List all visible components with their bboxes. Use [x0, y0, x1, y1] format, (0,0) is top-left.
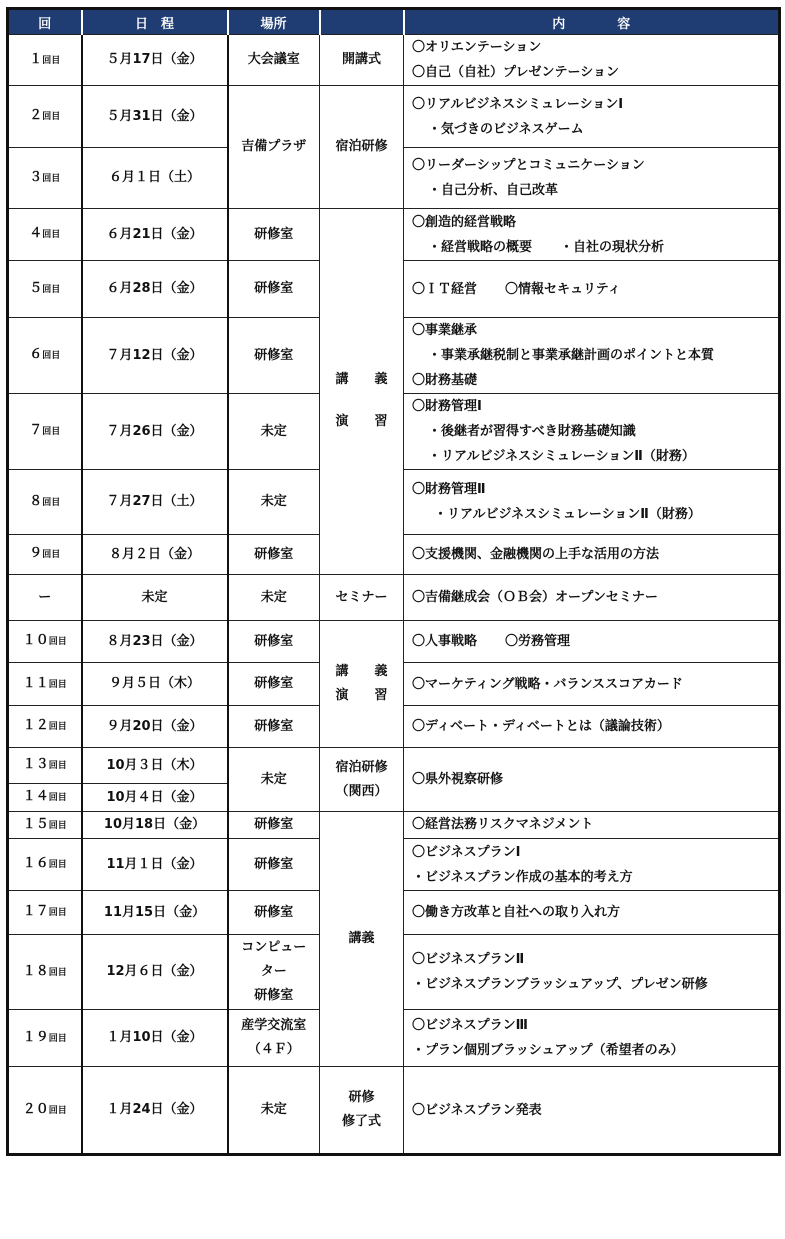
- session-date: ９月５日（木）: [82, 663, 228, 706]
- session-type: 講 義 演 習: [320, 209, 404, 575]
- session-number: １２回目: [8, 706, 82, 748]
- table-row: [8, 621, 780, 663]
- table-row: [8, 575, 780, 621]
- session-place: 研修室: [228, 261, 320, 318]
- table-row: [8, 812, 780, 839]
- session-date: ８月23日（金）: [82, 621, 228, 663]
- session-place: 研修室: [228, 209, 320, 261]
- session-place: コンピュー ター 研修室: [228, 935, 320, 1010]
- session-number: １４回目: [8, 784, 82, 812]
- session-date: 11月15日（金）: [82, 891, 228, 935]
- header-num: 回: [8, 9, 82, 35]
- session-content: 〇吉備継成会（ＯＢ会）オープンセミナー: [404, 575, 780, 621]
- session-type: セミナー: [320, 575, 404, 621]
- session-place: 産学交流室 （４Ｆ）: [228, 1010, 320, 1067]
- session-number: １３回目: [8, 748, 82, 784]
- session-date: ６月28日（金）: [82, 261, 228, 318]
- session-number: ５回目: [8, 261, 82, 318]
- session-number: ４回目: [8, 209, 82, 261]
- session-place: 未定: [228, 748, 320, 812]
- session-date: ６月21日（金）: [82, 209, 228, 261]
- session-place: 未定: [228, 394, 320, 470]
- table-row: [8, 35, 780, 86]
- session-place: 研修室: [228, 706, 320, 748]
- header-place: 場所: [228, 9, 320, 35]
- session-date: 未定: [82, 575, 228, 621]
- session-date: 12月６日（金）: [82, 935, 228, 1010]
- session-number: １０回目: [8, 621, 82, 663]
- session-type: 開講式: [320, 35, 404, 86]
- session-type: 宿泊研修 （関西）: [320, 748, 404, 812]
- header-row: [8, 9, 780, 35]
- session-content: 〇リーダーシップとコミュニケーション ・自己分析、自己改革: [404, 148, 780, 209]
- session-number: ９回目: [8, 535, 82, 575]
- session-place: 研修室: [228, 839, 320, 891]
- session-date: 10月３日（木）: [82, 748, 228, 784]
- session-place: 研修室: [228, 812, 320, 839]
- session-number: １５回目: [8, 812, 82, 839]
- session-date: 11月１日（金）: [82, 839, 228, 891]
- session-type: 宿泊研修: [320, 86, 404, 209]
- session-place: 吉備プラザ: [228, 86, 320, 209]
- session-content: 〇支援機関、金融機関の上手な活用の方法: [404, 535, 780, 575]
- session-date: 10月４日（金）: [82, 784, 228, 812]
- table-row: [8, 748, 780, 784]
- session-number: ー: [8, 575, 82, 621]
- session-number: １７回目: [8, 891, 82, 935]
- session-content: 〇ビジネスプランⅠ ・ビジネスプラン作成の基本的考え方: [404, 839, 780, 891]
- session-type: 講 義 演 習: [320, 621, 404, 748]
- session-date: ９月20日（金）: [82, 706, 228, 748]
- session-date: １月24日（金）: [82, 1067, 228, 1155]
- session-content: 〇財務管理Ⅱ ・リアルビジネスシミュレーションⅡ（財務）: [404, 470, 780, 535]
- session-number: ２０回目: [8, 1067, 82, 1155]
- header-content: 内 容: [404, 9, 780, 35]
- table-row: [8, 86, 780, 148]
- table-row: [8, 1067, 780, 1155]
- session-number: ６回目: [8, 318, 82, 394]
- session-content: 〇創造的経営戦略 ・経営戦略の概要 ・自社の現状分析: [404, 209, 780, 261]
- session-content: 〇ビジネスプランⅡ ・ビジネスプランブラッシュアップ、プレゼン研修: [404, 935, 780, 1010]
- session-content: 〇ビジネスプラン発表: [404, 1067, 780, 1155]
- session-content: 〇事業継承 ・事業承継税制と事業承継計画のポイントと本質 〇財務基礎: [404, 318, 780, 394]
- session-place: 未定: [228, 1067, 320, 1155]
- session-content: 〇ディベート・ディベートとは（議論技術）: [404, 706, 780, 748]
- session-place: 研修室: [228, 891, 320, 935]
- session-content: 〇マーケティング戦略・バランススコアカード: [404, 663, 780, 706]
- session-number: １９回目: [8, 1010, 82, 1067]
- session-date: ５月31日（金）: [82, 86, 228, 148]
- session-content: 〇財務管理Ⅰ ・後継者が習得すべき財務基礎知識 ・リアルビジネスシミュレーションⅡ（財務）: [404, 394, 780, 470]
- header-date: 日 程: [82, 9, 228, 35]
- session-date: ６月１日（土）: [82, 148, 228, 209]
- session-content: 〇人事戦略 〇労務管理: [404, 621, 780, 663]
- session-content: 〇県外視察研修: [404, 748, 780, 812]
- session-number: １回目: [8, 35, 82, 86]
- session-number: ３回目: [8, 148, 82, 209]
- session-number: ８回目: [8, 470, 82, 535]
- session-date: 10月18日（金）: [82, 812, 228, 839]
- session-date: ５月17日（金）: [82, 35, 228, 86]
- schedule-table: [6, 7, 781, 1156]
- session-number: １８回目: [8, 935, 82, 1010]
- session-number: ２回目: [8, 86, 82, 148]
- session-place: 研修室: [228, 621, 320, 663]
- session-content: 〇リアルビジネスシミュレーションⅠ ・気づきのビジネスゲーム: [404, 86, 780, 148]
- session-number: １１回目: [8, 663, 82, 706]
- session-date: ８月２日（金）: [82, 535, 228, 575]
- session-content: 〇働き方改革と自社への取り入れ方: [404, 891, 780, 935]
- header-type: [320, 9, 404, 35]
- session-content: 〇経営法務リスクマネジメント: [404, 812, 780, 839]
- session-place: 研修室: [228, 318, 320, 394]
- session-content: 〇ＩＴ経営 〇情報セキュリティ: [404, 261, 780, 318]
- session-type: 講義: [320, 812, 404, 1067]
- session-date: １月10日（金）: [82, 1010, 228, 1067]
- session-place: 研修室: [228, 535, 320, 575]
- session-place: 未定: [228, 575, 320, 621]
- session-date: ７月26日（金）: [82, 394, 228, 470]
- session-number: ７回目: [8, 394, 82, 470]
- table-row: [8, 209, 780, 261]
- session-place: 大会議室: [228, 35, 320, 86]
- session-place: 研修室: [228, 663, 320, 706]
- session-date: ７月12日（金）: [82, 318, 228, 394]
- session-number: １６回目: [8, 839, 82, 891]
- session-place: 未定: [228, 470, 320, 535]
- session-content: 〇オリエンテーション 〇自己（自社）プレゼンテーション: [404, 35, 780, 86]
- session-date: ７月27日（土）: [82, 470, 228, 535]
- session-content: 〇ビジネスプランⅢ ・プラン個別ブラッシュアップ（希望者のみ）: [404, 1010, 780, 1067]
- session-type: 研修 修了式: [320, 1067, 404, 1155]
